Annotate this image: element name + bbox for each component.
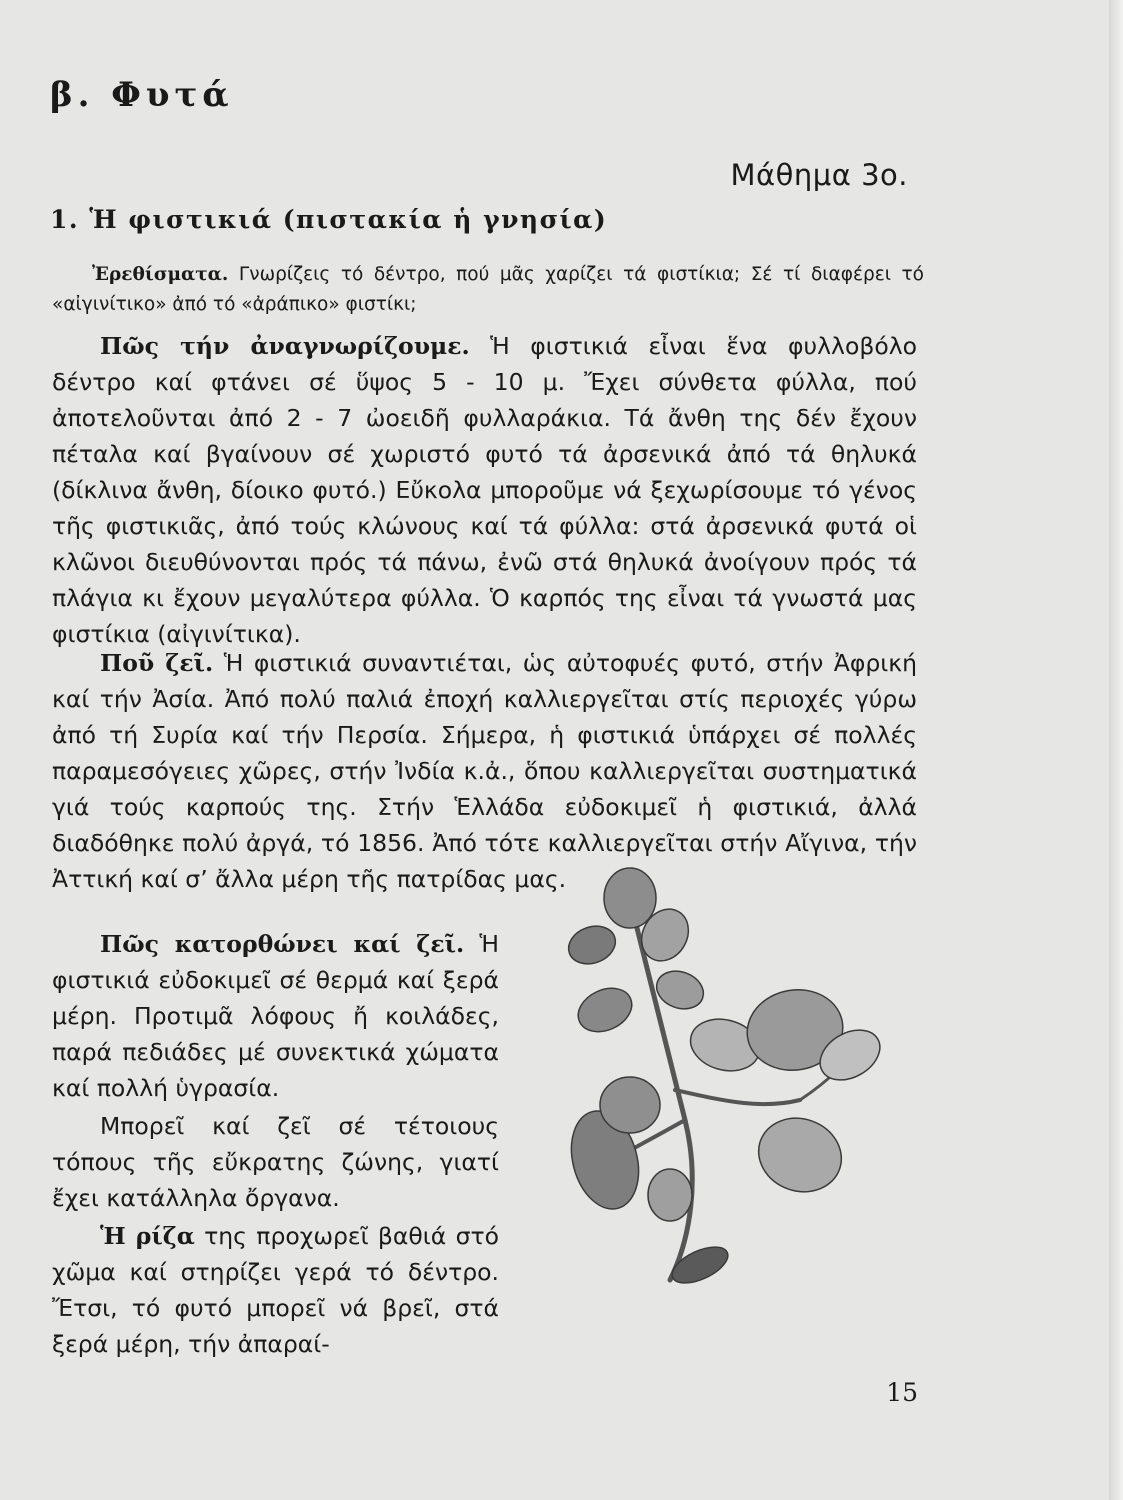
leaf	[648, 1169, 692, 1221]
habitat-text: Ἡ φιστικιά συναντιέται, ὡς αὐτοφυές φυτό, στήν Ἀφρική καί τήν Ἀσία. Ἀπό πολύ παλιά ἐποχή καλλιεργεῖται στίς περιοχές γύρω ἀπό τή Συρία καί τήν Περσία. Σήμερα, ἡ φιστικιά ὑπάρχει σέ πολλές παραμεσόγειες χῶρες, στήν Ἰνδία κ.ἀ., ὅπου καλλιεργεῖται συστηματικά γιά τούς καρπούς της. Στήν Ἑλλάδα εὐδοκιμεῖ ἡ φιστικιά, ἀλλά διαδόθηκε πολύ ἀργά, τό 1856. Ἀπό τότε καλλιεργεῖται στήν Αἴγινα, τήν Ἀττική καί σ’ ἄλλα μέρη τῆς πατρίδας μας.	[52, 649, 917, 893]
leaf	[563, 920, 620, 970]
narrow-text-column	[52, 926, 499, 1364]
root-text: της προχωρεῖ βαθιά στό χῶμα καί στηρίζει γερά τό δέντρο. Ἔτσι, τό φυτό μπορεῖ νά βρεῖ, στά ξερά μέρη, τήν ἀπαραί-	[52, 1222, 499, 1358]
survival-lead: Πῶς κατορθώνει καί ζεῖ.	[100, 930, 465, 958]
stimuli-text: Γνωρίζεις τό δέντρο, πού μᾶς χαρίζει τά φιστίκια; Σέ τί διαφέρει τό «αἰγινίτικο» ἀπό τό «ἀράπικο» φιστίκι;	[52, 264, 924, 315]
leaf	[571, 980, 639, 1040]
lesson-title: 1. Ἡ φιστικιά (πιστακία ἡ γνησία)	[50, 205, 608, 234]
habitat-lead: Ποῦ ζεῖ.	[100, 649, 214, 677]
survival-text: Ἡ φιστικιά εὐδοκιμεῖ σέ θερμά καί ξερά μέρη. Προτιμᾶ λόφους ἤ κοιλάδες, παρά πεδιάδες μέ συνεκτικά χώματα καί πολλή ὑγρασία.	[52, 930, 499, 1102]
section-title: β. Φυτά	[50, 75, 234, 115]
survival-paragraph	[52, 926, 499, 1106]
pistachio-branch-illustration	[550, 860, 935, 1305]
leaf	[600, 1077, 660, 1133]
recognition-text: Ἡ φιστικιά εἶναι ἕνα φυλλοβόλο δέντρο καί φτάνει σέ ὕψος 5 - 10 μ. Ἔχει σύνθετα φύλλα, πού ἀποτελοῦνται ἀπό 2 - 7 ὠοειδῆ φυλλαράκια. Τά ἄνθη της δέν ἔχουν πέταλα καί βγαίνουν σέ χωριστό φυτό τά ἀρσενικά ἀπό τά θηλυκά (δίκλινα ἄνθη, δίοικο φυτό.) Εὔκολα μποροῦμε νά ξεχωρίσουμε τό γένος τῆς φιστικιᾶς, ἀπό τούς κλώνους καί τά φύλλα: στά ἀρσενικά φυτά οἱ κλῶνοι διευθύνονται πρός τά πάνω, ἐνῶ στά θηλυκά ἀνοίγουν πρός τά πλάγια κι ἔχουν μεγαλύτερα φύλλα. Ὁ καρπός της εἶναι τά γνωστά μας φιστίκια (αἰγινίτικα).	[52, 332, 917, 648]
leaf-group	[561, 868, 889, 1290]
leaf	[667, 1240, 733, 1291]
page-number: 15	[886, 1378, 918, 1407]
recognition-paragraph	[52, 328, 917, 652]
lesson-label: Μάθημα 3ο.	[730, 158, 908, 192]
leaf	[651, 965, 708, 1015]
stimuli-paragraph	[52, 260, 924, 320]
leaf	[604, 868, 656, 928]
recognition-lead: Πῶς τήν ἀναγνωρίζουμε.	[100, 332, 470, 360]
organs-paragraph: Μπορεῖ καί ζεῖ σέ τέτοιους τόπους τῆς εὔκρατης ζώνης, γιατί ἔχει κατάλληλα ὄργανα.	[52, 1112, 499, 1212]
page-edge-shadow	[1109, 0, 1123, 1500]
root-paragraph	[52, 1218, 499, 1362]
stimuli-lead: Ἐρεθίσματα.	[92, 264, 229, 285]
root-lead: Ἡ ρίζα	[100, 1222, 195, 1250]
leaf	[748, 1107, 852, 1203]
